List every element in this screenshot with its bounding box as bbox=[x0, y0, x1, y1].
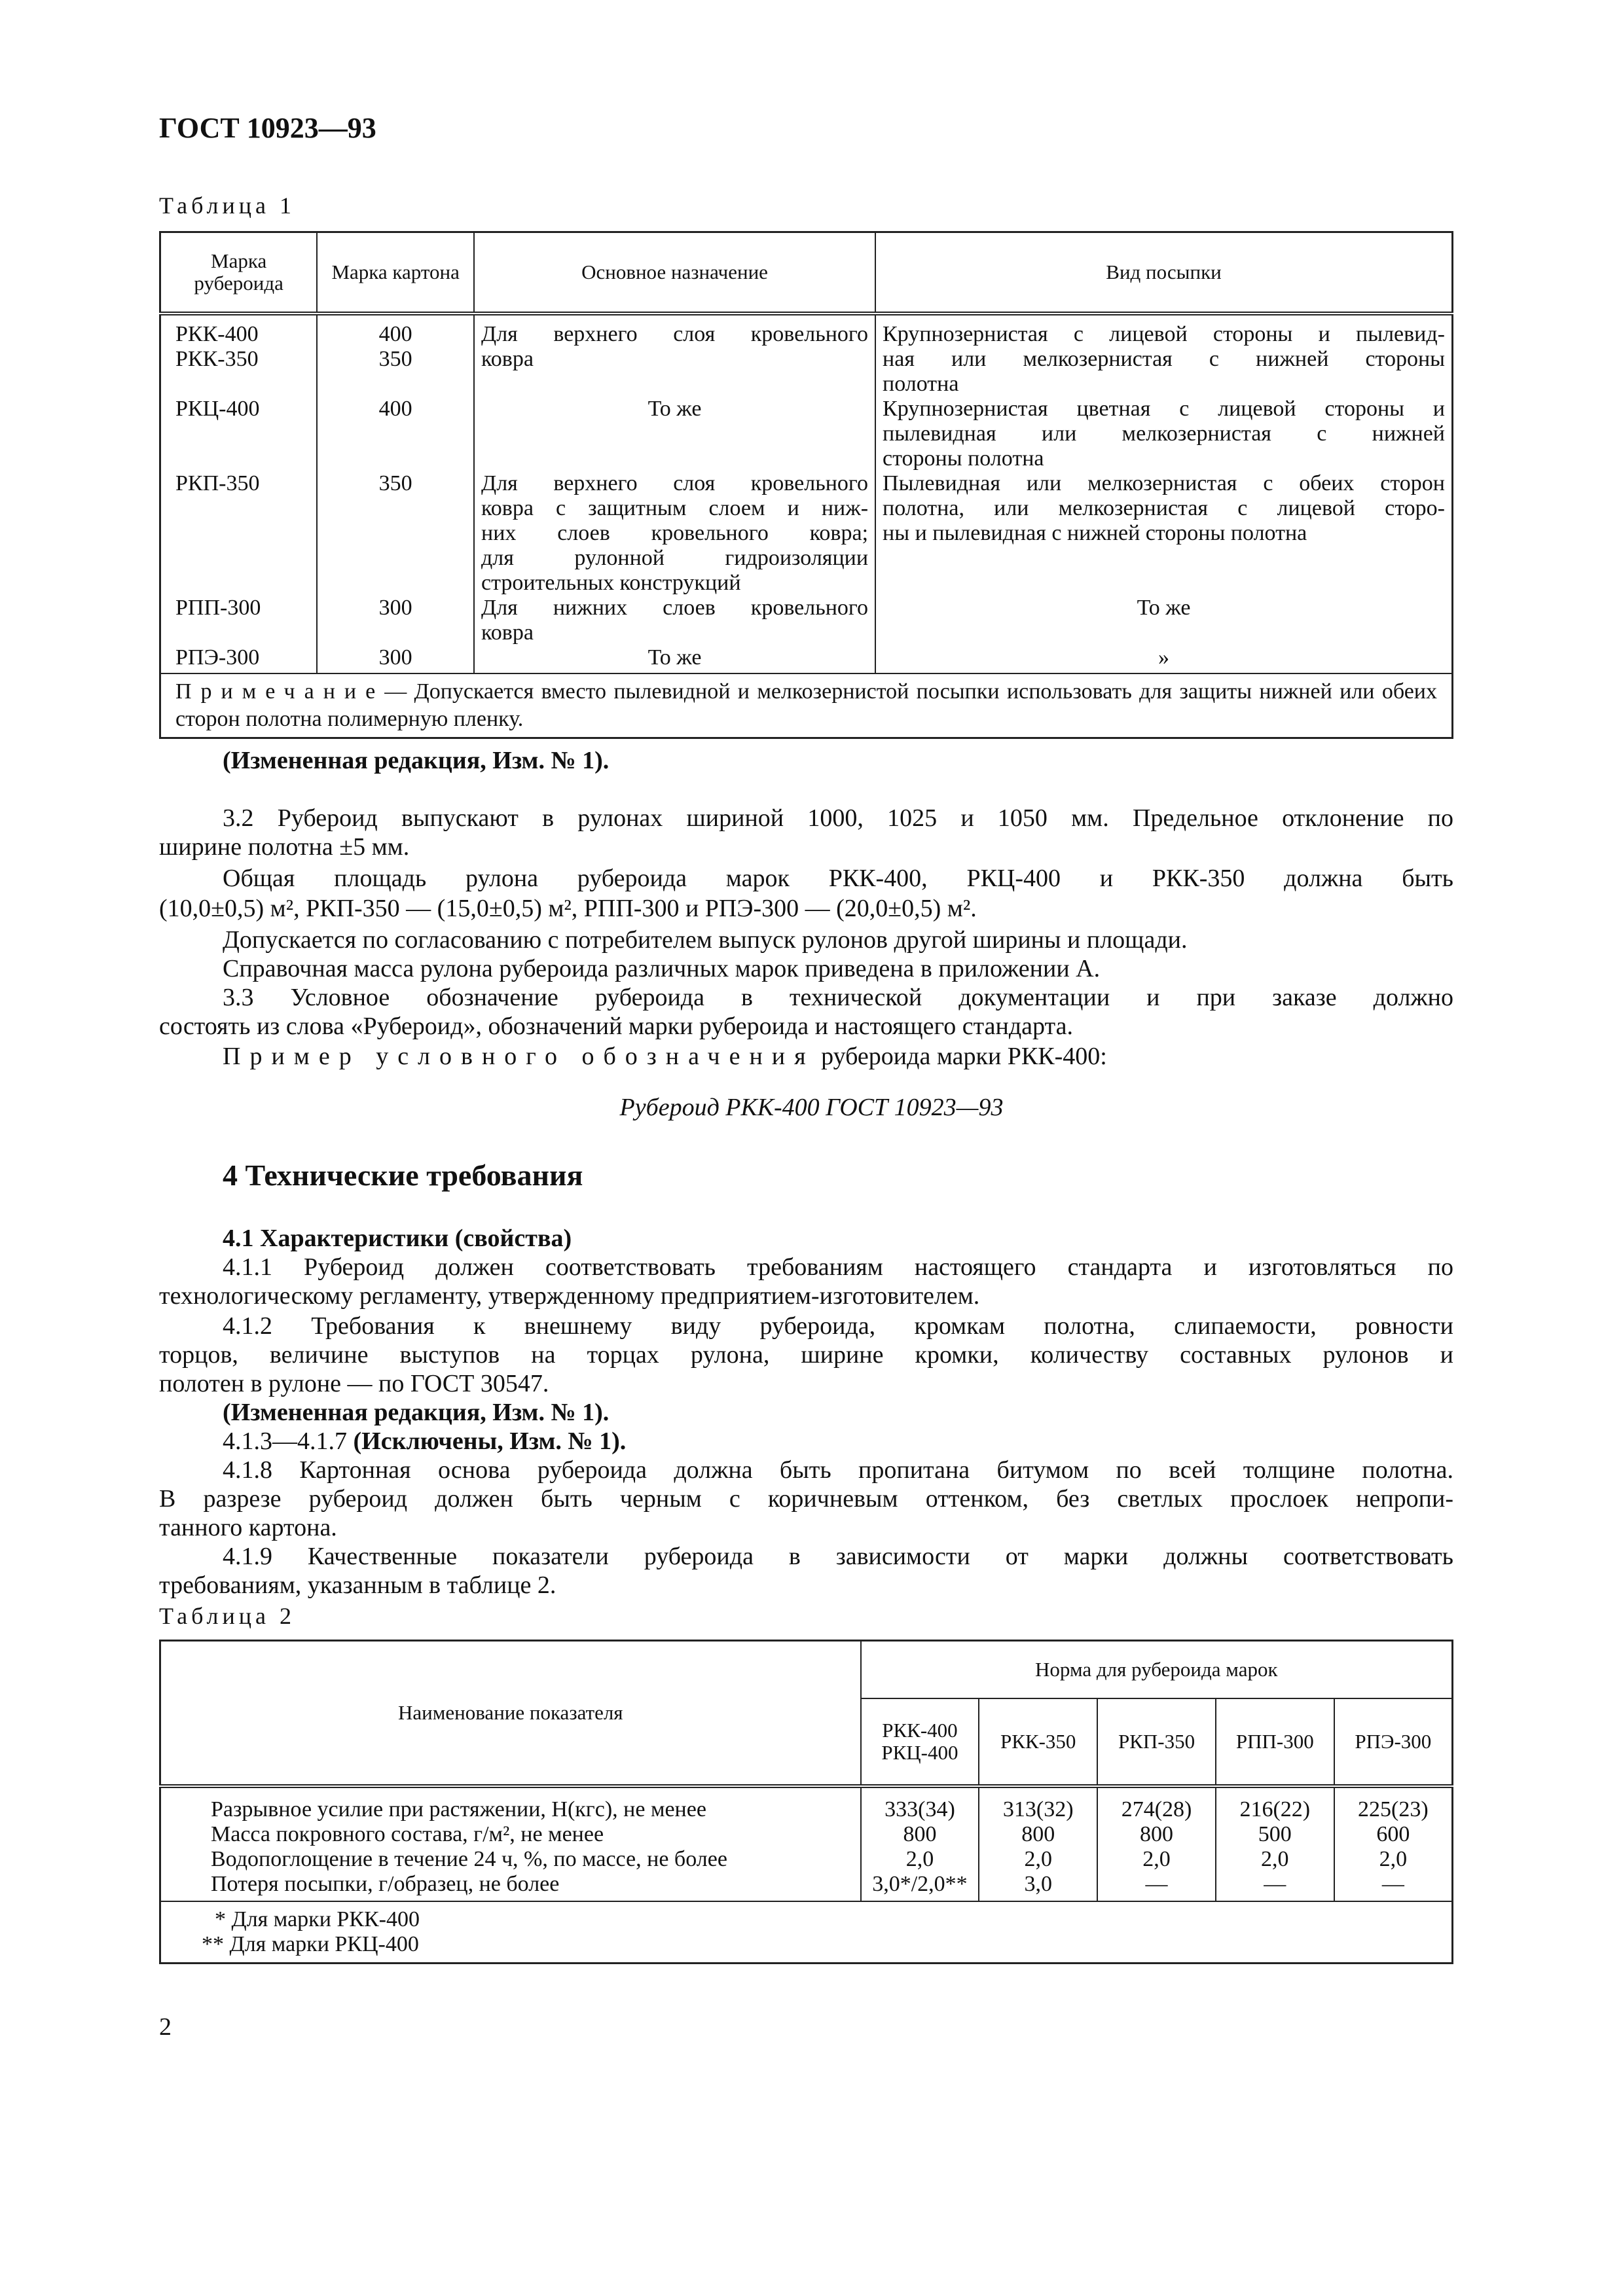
paragraph-3-2-line: 3.2 Рубероид выпускают в рулонах шириной 1000, 1025 и 1050 мм. Предельное отклонение по bbox=[223, 804, 1453, 832]
table-row bbox=[160, 1847, 1453, 1872]
mark-cell: РПЭ-300 bbox=[175, 645, 260, 670]
document-header: ГОСТ 10923—93 bbox=[159, 112, 376, 144]
mark-cell: РКЦ-400 bbox=[175, 397, 260, 421]
table-row bbox=[160, 1786, 1453, 1822]
table-row bbox=[160, 471, 1453, 596]
t2-header-name: Наименование показателя bbox=[160, 1641, 861, 1787]
amendment-note: (Измененная редакция, Изм. № 1). bbox=[223, 1399, 610, 1426]
section-4-heading: 4 Технические требования bbox=[223, 1158, 583, 1192]
purpose-line: для рулонной гидроизоляции bbox=[481, 546, 869, 570]
value-cell: 3,0 bbox=[979, 1872, 1097, 1901]
purpose-line: них слоев кровельного ковра; bbox=[481, 521, 869, 545]
topping-line: стороны полотна bbox=[883, 446, 1044, 471]
topping-line: Крупнозернистая цветная с лицевой стороны и bbox=[883, 397, 1445, 421]
table2-footnotes bbox=[160, 1901, 1453, 1964]
t2-header-mark: РКК-350 bbox=[979, 1698, 1097, 1786]
topping-line: Крупнозернистая с лицевой стороны и пылевид- bbox=[883, 322, 1445, 346]
topping-line: Пылевидная или мелкозернистая с обеих сторон bbox=[883, 471, 1445, 495]
value-cell: 2,0 bbox=[1097, 1847, 1216, 1872]
t2-header-mark: РКП-350 bbox=[1097, 1698, 1216, 1786]
cardboard-cell: 350 bbox=[378, 347, 412, 371]
value-cell: 800 bbox=[979, 1822, 1097, 1847]
value-cell: 2,0 bbox=[979, 1847, 1097, 1872]
mark-cell: РПП-300 bbox=[175, 596, 261, 620]
purpose-line: Для нижних слоев кровельного bbox=[481, 596, 869, 620]
example-designation: Рубероид РКК-400 ГОСТ 10923—93 bbox=[619, 1094, 1004, 1121]
cardboard-cell: 400 bbox=[378, 397, 412, 421]
value-cell: 800 bbox=[1097, 1822, 1216, 1847]
excluded-note: (Исключены, Изм. № 1). bbox=[353, 1427, 627, 1455]
footnote: * Для марки РКК-400 bbox=[215, 1907, 420, 1931]
cardboard-cell: 300 bbox=[378, 645, 412, 670]
purpose-line: То же bbox=[647, 645, 702, 670]
value-cell: 800 bbox=[861, 1822, 979, 1847]
amendment-note: (Измененная редакция, Изм. № 1). bbox=[223, 747, 610, 774]
paragraph-3-2-line: Допускается по согласованию с потребителем выпуск рулонов другой ширины и площади. bbox=[223, 926, 1188, 954]
purpose-line: строительных конструкций bbox=[481, 571, 741, 595]
value-cell: 600 bbox=[1376, 1822, 1410, 1846]
value-cell: 274(28) bbox=[1097, 1786, 1216, 1822]
table-row bbox=[160, 1872, 1453, 1901]
cardboard-cell: 400 bbox=[378, 322, 412, 346]
cardboard-cell: 350 bbox=[378, 471, 412, 495]
topping-line: пылевидная или мелкозернистая с нижней bbox=[883, 422, 1445, 446]
paragraph-4-1-9-line: 4.1.9 Качественные показатели рубероида в зависимости от марки должны соответствовать bbox=[223, 1543, 1453, 1570]
table1-note bbox=[160, 673, 1453, 738]
paragraph-3-2-line: (10,0±0,5) м², РКП-350 — (15,0±0,5) м², РПП-300 и РПЭ-300 — (20,0±0,5) м². bbox=[159, 895, 977, 922]
table1 bbox=[159, 231, 1453, 739]
mark-cell: РКК-400 bbox=[175, 322, 259, 346]
purpose-line: Для верхнего слоя кровельного bbox=[481, 471, 869, 495]
topping-line: » bbox=[1158, 645, 1170, 670]
purpose-line: То же bbox=[647, 397, 702, 421]
paragraph-4-1-1-line: технологическому регламенту, утвержденному предприятием-изготовителем. bbox=[159, 1282, 980, 1310]
paragraph-3-2-line: ширине полотна ±5 мм. bbox=[159, 833, 410, 861]
indicator-name: Масса покровного состава, г/м², не менее bbox=[160, 1822, 861, 1847]
value-cell: 216(22) bbox=[1216, 1786, 1334, 1822]
table2 bbox=[159, 1640, 1453, 1964]
topping-line: полотна, или мелкозернистая с лицевой сторо- bbox=[883, 496, 1445, 520]
paragraph-4-1-8-line: танного картона. bbox=[159, 1514, 337, 1541]
value-cell: 3,0*/2,0** bbox=[861, 1872, 979, 1901]
value-cell: 2,0 bbox=[1379, 1847, 1408, 1871]
value-cell: — bbox=[1381, 1872, 1404, 1896]
t1-header-purpose: Основное назначение bbox=[474, 232, 875, 314]
table-row bbox=[160, 314, 1453, 397]
cardboard-cell: 300 bbox=[378, 596, 412, 620]
value-cell: 2,0 bbox=[1216, 1847, 1334, 1872]
t1-header-cardboard: Марка картона bbox=[317, 232, 474, 314]
paragraph-3-2-line: Справочная масса рулона рубероида различных марок приведена в приложении А. bbox=[223, 955, 1101, 982]
paragraph-4-1-8-line: В разрезе рубероид должен быть черным с коричневым оттенком, без светлых прослоек непропи- bbox=[159, 1485, 1453, 1513]
note-label: Примечание bbox=[175, 679, 385, 704]
paragraph-4-1-3-line bbox=[223, 1427, 626, 1456]
t1-header-mark: Марка рубероида bbox=[160, 232, 318, 314]
topping-line: То же bbox=[1137, 596, 1191, 620]
table2-caption: Таблица 2 bbox=[159, 1603, 295, 1629]
mark-cell: РКК-350 bbox=[175, 347, 259, 371]
paragraph-number: 4.1.3—4.1.7 bbox=[223, 1427, 347, 1455]
table-row bbox=[160, 645, 1453, 673]
indicator-name: Разрывное усилие при растяжении, Н(кгс), не менее bbox=[160, 1786, 861, 1822]
paragraph-4-1-8-line: 4.1.8 Картонная основа рубероида должна быть пропитана битумом по всей толщине полотна. bbox=[223, 1456, 1453, 1484]
purpose-line: ковра с защитным слоем и ниж- bbox=[481, 496, 869, 520]
purpose-line: ковра bbox=[481, 347, 534, 371]
note-text: — Допускается вместо пылевидной и мелкозернистой посыпки использовать для защиты нижней или обеих сторон полотна полимерную пленку. bbox=[175, 679, 1437, 731]
t1-header-topping: Вид посыпки bbox=[875, 232, 1452, 314]
value-cell: — bbox=[1216, 1872, 1334, 1901]
paragraph-4-1-2-line: полотен в рулоне — по ГОСТ 30547. bbox=[159, 1370, 549, 1397]
indicator-name: Потеря посыпки, г/образец, не более bbox=[160, 1872, 861, 1901]
value-cell: 2,0 bbox=[861, 1847, 979, 1872]
purpose-line: ковра bbox=[481, 620, 534, 645]
paragraph-3-3-line: 3.3 Условное обозначение рубероида в технической документации и при заказе должно bbox=[223, 984, 1453, 1011]
example-line bbox=[223, 1042, 1107, 1071]
table-row bbox=[160, 397, 1453, 471]
mark-cell: РКП-350 bbox=[175, 471, 260, 495]
value-cell: 225(23) bbox=[1358, 1797, 1429, 1821]
value-cell: 313(32) bbox=[979, 1786, 1097, 1822]
topping-line: ная или мелкозернистая с нижней стороны bbox=[883, 347, 1445, 371]
paragraph-4-1-2-line: 4.1.2 Требования к внешнему виду рубероида, кромкам полотна, слипаемости, ровности bbox=[223, 1312, 1453, 1340]
topping-line: ны и пылевидная с нижней стороны полотна bbox=[883, 521, 1307, 545]
purpose-line: Для верхнего слоя кровельного bbox=[481, 322, 869, 346]
subsection-4-1-heading: 4.1 Характеристики (свойства) bbox=[223, 1225, 572, 1252]
footnote: ** Для марки РКЦ-400 bbox=[202, 1932, 419, 1956]
page-number: 2 bbox=[159, 2013, 172, 2041]
topping-line: полотна bbox=[883, 372, 959, 396]
t2-header-mark: РПП-300 bbox=[1216, 1698, 1334, 1786]
t2-header-mark: РКК-400 РКЦ-400 bbox=[861, 1698, 979, 1786]
value-cell: — bbox=[1097, 1872, 1216, 1901]
table-row bbox=[160, 1822, 1453, 1847]
value-cell: 500 bbox=[1216, 1822, 1334, 1847]
paragraph-4-1-1-line: 4.1.1 Рубероид должен соответствовать требованиям настоящего стандарта и изготовляться по bbox=[223, 1253, 1453, 1281]
example-label: Пример условного обозначения bbox=[223, 1043, 815, 1070]
table1-caption: Таблица 1 bbox=[159, 192, 295, 219]
paragraph-4-1-9-line: требованиям, указанным в таблице 2. bbox=[159, 1571, 556, 1599]
paragraph-4-1-2-line: торцов, величине выступов на торцах рулона, ширине кромки, количеству составных рулонов и bbox=[159, 1341, 1453, 1369]
paragraph-3-2-line: Общая площадь рулона рубероида марок РКК-400, РКЦ-400 и РКК-350 должна быть bbox=[223, 865, 1453, 892]
paragraph-3-3-line: состоять из слова «Рубероид», обозначений марки рубероида и настоящего стандарта. bbox=[159, 1013, 1073, 1040]
example-tail: рубероида марки РКК-400: bbox=[821, 1043, 1107, 1070]
value-cell: 333(34) bbox=[861, 1786, 979, 1822]
t2-header-mark: РПЭ-300 bbox=[1334, 1698, 1453, 1786]
indicator-name: Водопоглощение в течение 24 ч, %, по массе, не более bbox=[160, 1847, 861, 1872]
table-row bbox=[160, 596, 1453, 645]
t2-header-group: Норма для рубероида марок bbox=[861, 1641, 1453, 1699]
